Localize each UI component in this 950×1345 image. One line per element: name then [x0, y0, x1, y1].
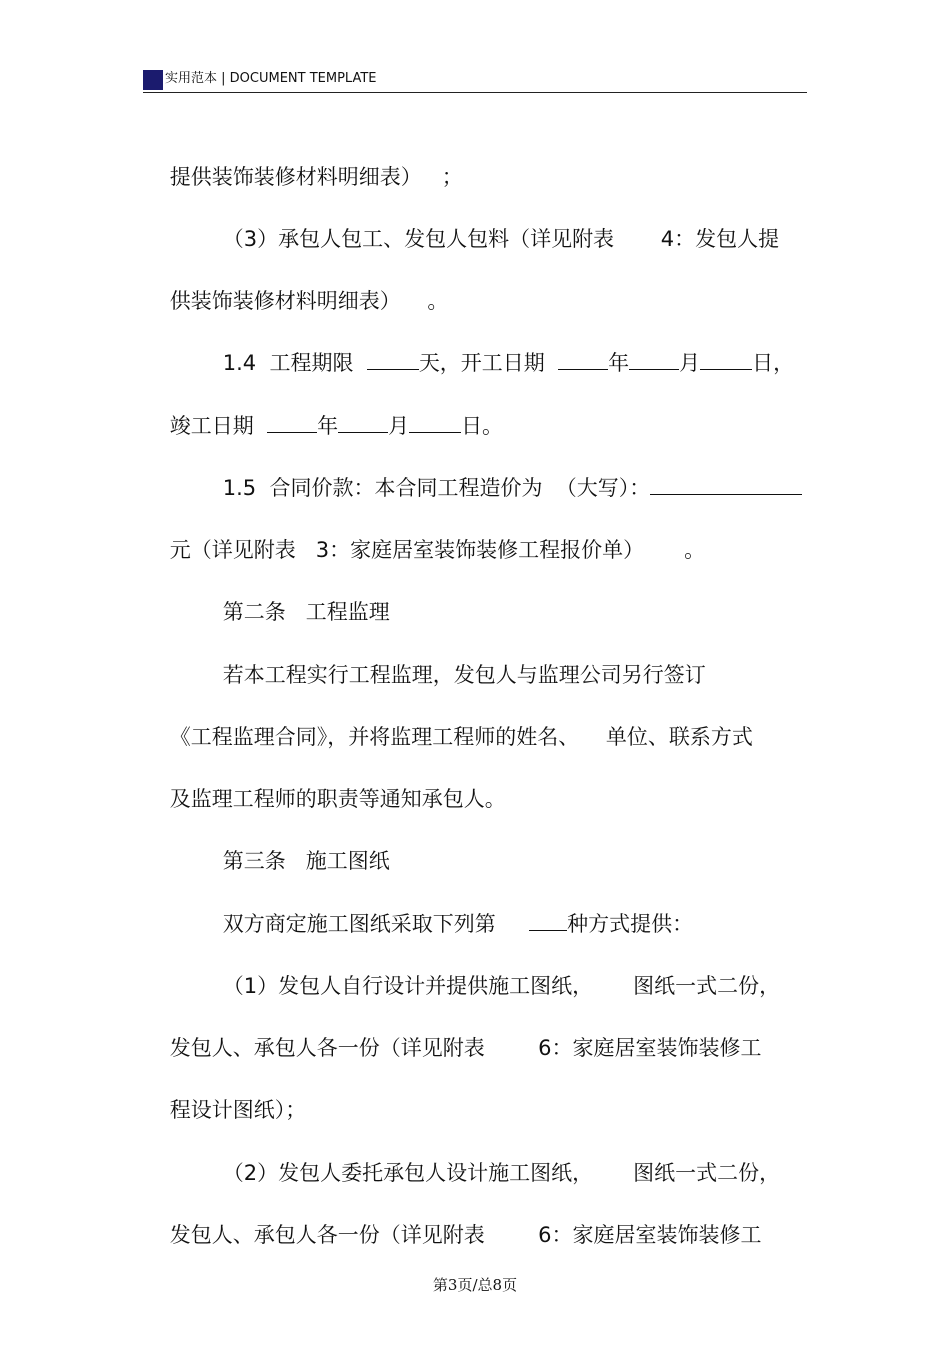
fill-blank-contract-price[interactable]	[650, 474, 802, 495]
fill-blank-start-year[interactable]	[558, 349, 608, 370]
line-text: 天，开工日期	[418, 351, 559, 375]
body-line	[143, 1193, 761, 1277]
fill-blank-days[interactable]	[367, 349, 419, 370]
page-number: 第3页/总8页	[432, 1276, 518, 1294]
line-text: （1）发包人自行设计并提供施工图纸， 图纸一式二份，	[222, 974, 781, 998]
fill-blank-end-day[interactable]	[409, 412, 461, 433]
line-text: 提供装饰装修材料明细表） ；	[169, 165, 463, 189]
line-text: 第二条 工程监理	[222, 600, 390, 624]
line-text: 发包人、承包人各一份（详见附表 6：家庭居室装饰装修工	[169, 1223, 762, 1247]
line-text: （2）发包人委托承包人设计施工图纸， 图纸一式二份，	[222, 1161, 781, 1185]
fill-blank-start-day[interactable]	[700, 349, 752, 370]
line-text: 1.4 工程期限	[222, 351, 367, 375]
line-text: 发包人、承包人各一份（详见附表 6：家庭居室装饰装修工	[169, 1036, 762, 1060]
document-header	[143, 68, 807, 93]
header-title: 实用范本 | DOCUMENT TEMPLATE	[165, 71, 377, 86]
header-logo-square	[143, 70, 163, 90]
line-text: 月	[679, 351, 701, 375]
line-text: 年	[317, 414, 339, 438]
line-text: 竣工日期	[169, 414, 268, 438]
line-text: 1.5 合同价款：本合同工程造价为 （大写）：	[222, 476, 651, 500]
fill-blank-start-month[interactable]	[629, 349, 679, 370]
fill-blank-method[interactable]	[529, 910, 567, 931]
line-text: 月	[388, 414, 410, 438]
line-text: （3）承包人包工、发包人包料（详见附表 4：发包人提	[222, 227, 780, 251]
line-text: 供装饰装修材料明细表） 。	[169, 289, 449, 313]
line-text: 第三条 施工图纸	[222, 849, 390, 873]
line-text: 双方商定施工图纸采取下列第	[222, 912, 530, 936]
line-text: 年	[608, 351, 630, 375]
line-text: 日，	[752, 351, 795, 375]
line-text: 种方式提供：	[567, 912, 694, 936]
fill-blank-end-year[interactable]	[267, 412, 317, 433]
line-text: 若本工程实行工程监理，发包人与监理公司另行签订	[222, 663, 706, 687]
fill-blank-end-month[interactable]	[338, 412, 388, 433]
line-text: 《工程监理合同》，并将监理工程师的姓名、 单位、联系方式	[169, 725, 753, 749]
line-text: 程设计图纸）；	[169, 1098, 307, 1122]
line-text: 元（详见附表 3：家庭居室装饰装修工程报价单） 。	[169, 538, 706, 562]
line-text: 及监理工程师的职责等通知承包人。	[169, 787, 506, 811]
line-text: 日。	[461, 414, 504, 438]
